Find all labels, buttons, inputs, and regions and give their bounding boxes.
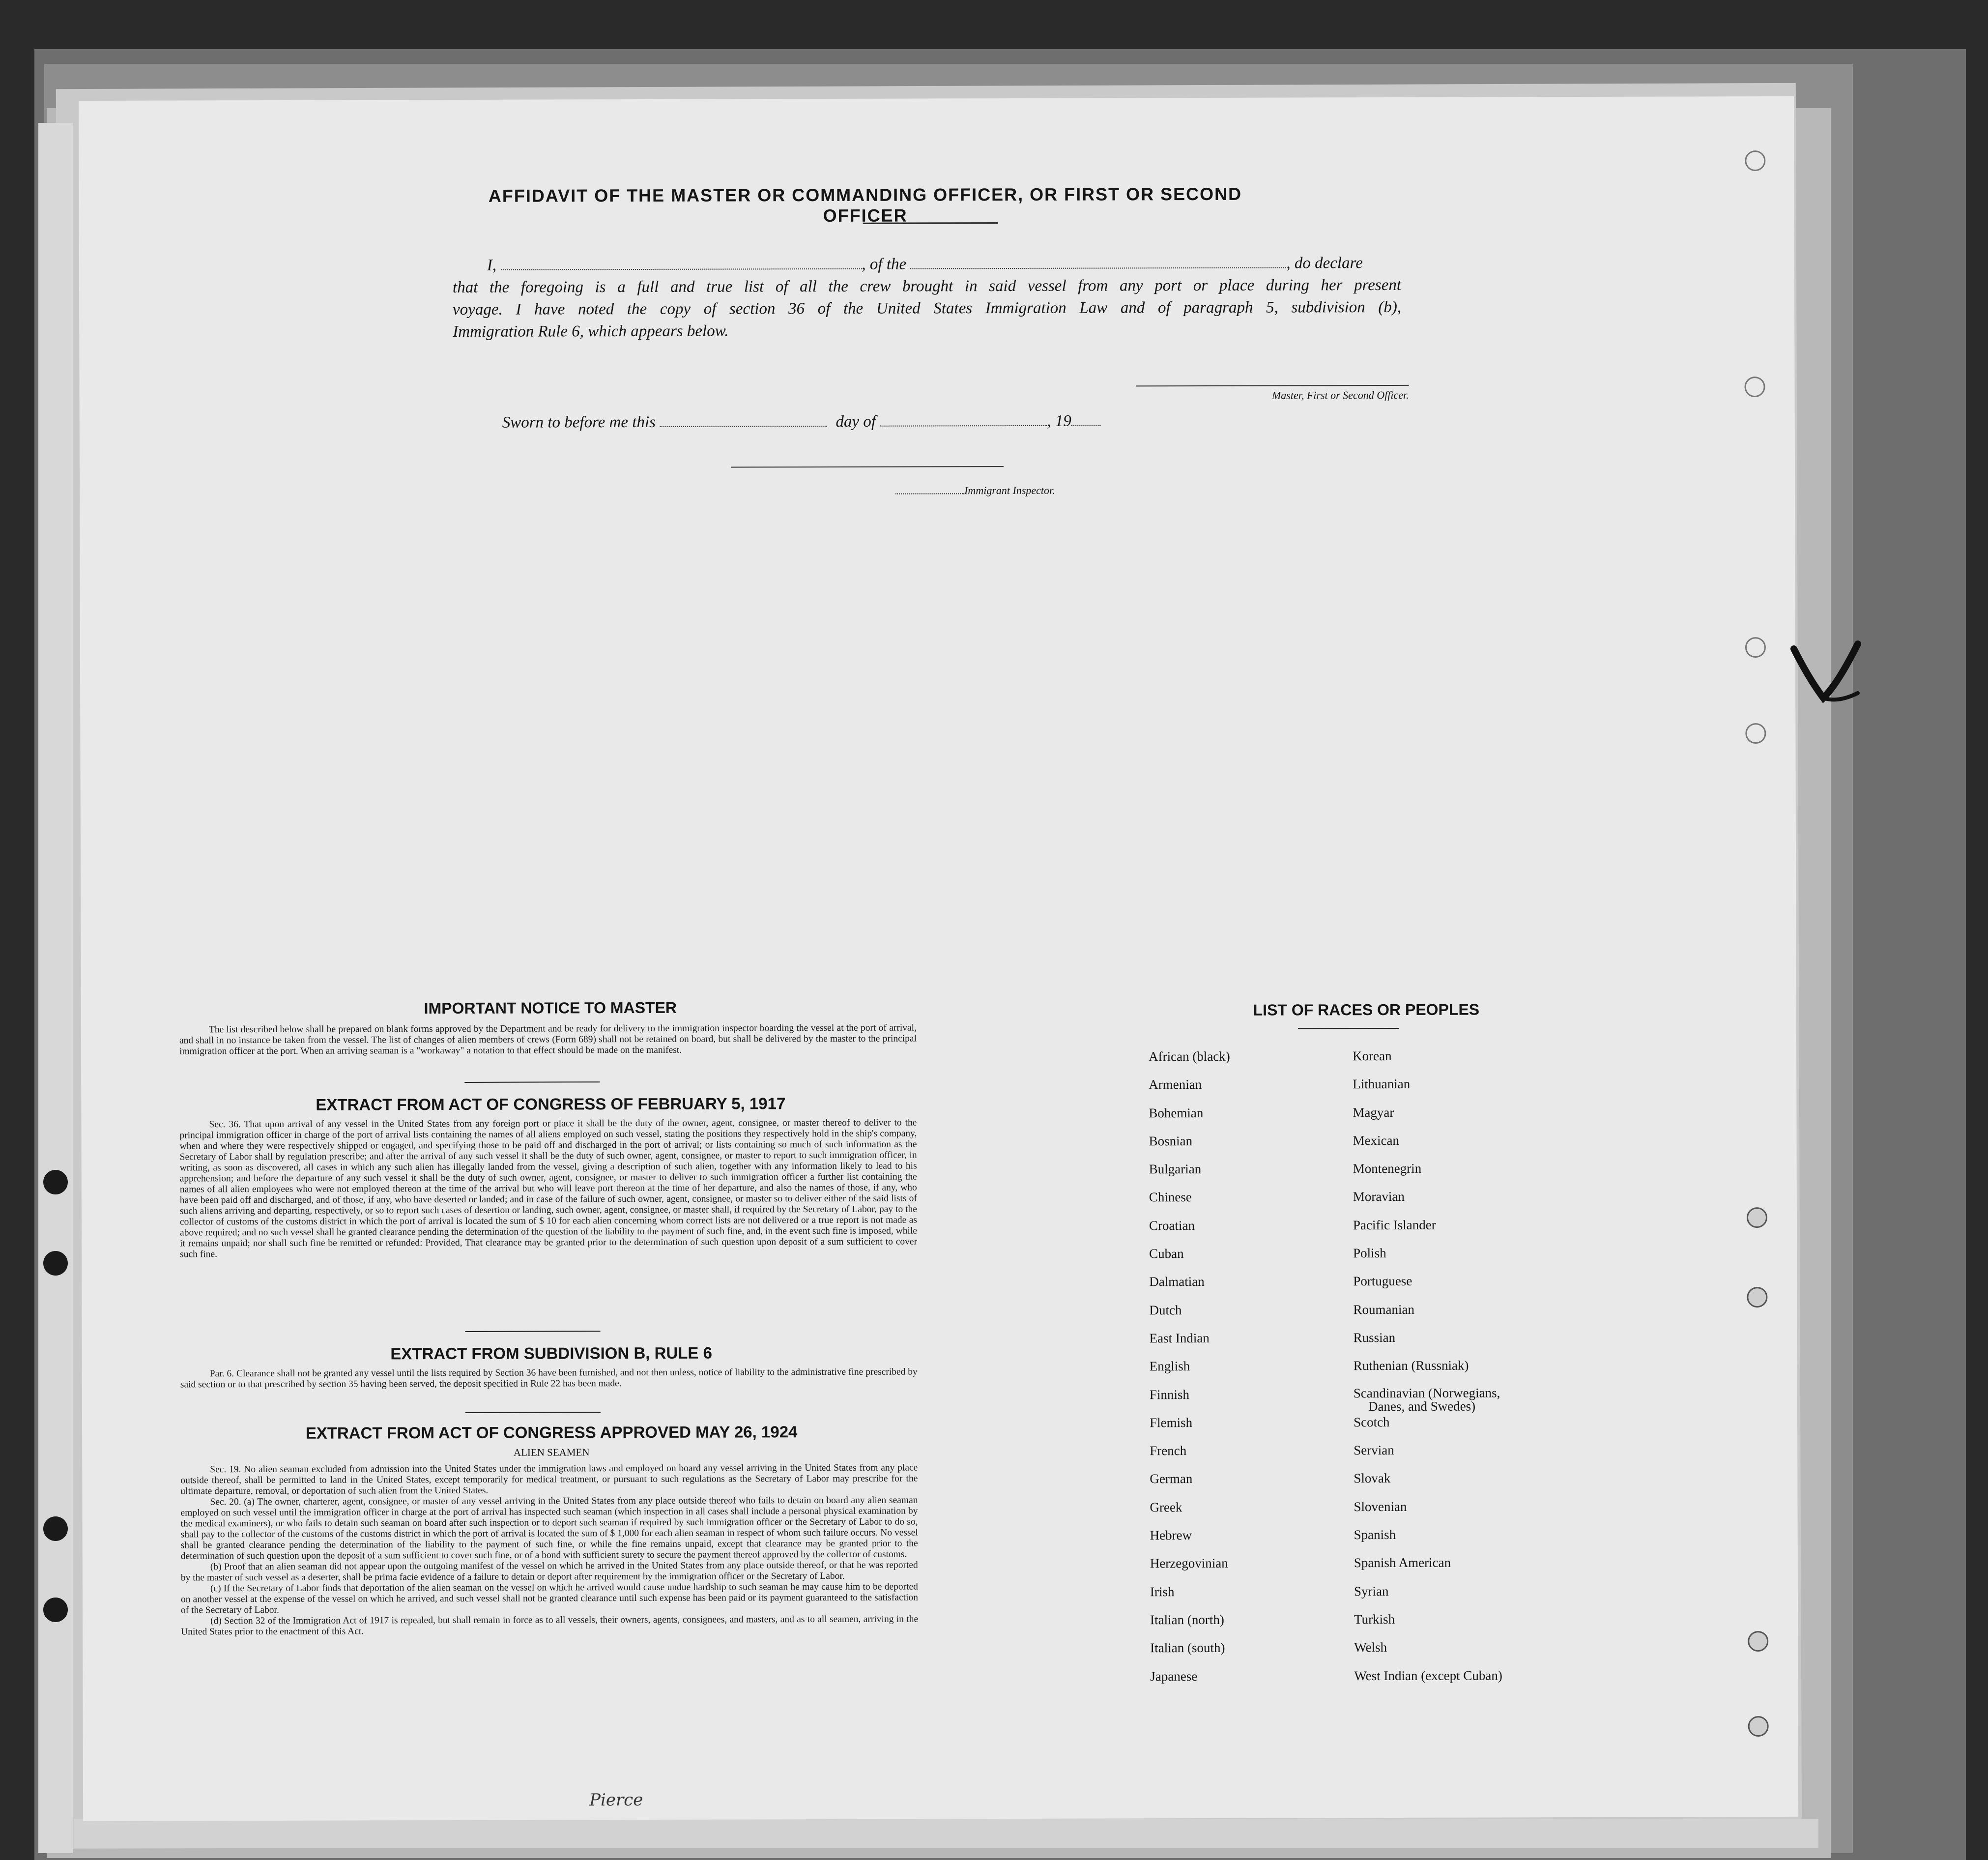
inspector-dotline xyxy=(895,492,964,494)
race-item: Montenegrin xyxy=(1353,1161,1422,1176)
sworn-text: Sworn to before me this xyxy=(502,413,656,432)
race-item: Italian (north) xyxy=(1150,1612,1224,1628)
race-item: Flemish xyxy=(1150,1415,1193,1430)
affidavit-i: I, xyxy=(487,256,497,274)
race-item: Syrian xyxy=(1354,1583,1389,1598)
inspector-signature-line xyxy=(731,466,1004,467)
affidavit-title: AFFIDAVIT OF THE MASTER OR COMMANDING OFFICER, OR FIRST OR SECOND OFFICER xyxy=(488,183,1242,226)
sec-20a-text: Sec. 20. (a) The owner, charterer, agent, consignee, or master of any vessel arriving in the United States from any place outside thereof who fails to detain on board any alien seaman employed on such vessel until the immigration officer in charge at the port of arrival has inspected such seaman (which inspection in all cases shall include a personal physical examination by the medical examiners), or who fails to detain such seaman on board after such inspection or to deport such seaman if required by such immigration officer or the Secretary of Labor to do so, shall pay to the collector of the customs of the customs district in which the port of arrival is located the sum of $ 1,000 for each alien seaman in respect of whom such failure occurs. No vessel shall be granted clearance pending the determination of the liability to the payment of such fine, or while the fine remains unpaid, except that clearance may be granted prior to the determination of such question upon the deposit of a sum sufficient to cover such fine, or of a bond with sufficient surety to secure the payment thereof approved by the collector of customs. xyxy=(180,1495,918,1562)
races-divider xyxy=(1298,1028,1399,1029)
race-item: Mexican xyxy=(1353,1133,1400,1148)
race-item: East Indian xyxy=(1149,1330,1210,1346)
race-item: Slovak xyxy=(1354,1471,1391,1486)
divider xyxy=(465,1331,601,1332)
race-item: Hebrew xyxy=(1150,1528,1192,1543)
race-item: Irish xyxy=(1150,1584,1175,1599)
race-item: Korean xyxy=(1353,1048,1392,1064)
race-item: Cuban xyxy=(1149,1246,1184,1261)
punch-hole xyxy=(43,1251,68,1276)
race-item: Roumanian xyxy=(1353,1302,1414,1317)
year-blank xyxy=(1071,424,1101,426)
day-of-text: day of xyxy=(836,412,876,431)
punch-hole xyxy=(1745,637,1766,658)
races-right-column xyxy=(1353,1048,1590,1696)
sec-20d-text: (d) Section 32 of the Immigration Act of 1917 is repealed, but shall remain in force as to all vessels, their owners, agents, consignees, and masters, and as to all seamen, arriving in the United States prior to the enactment of this Act. xyxy=(181,1614,919,1637)
extract-1917-text: Sec. 36. That upon arrival of any vessel in the United States from any foreign port or place it shall be the duty of the owner, agent, consignee, or master thereof to deliver to the principal immigration officer in charge of the port of arrival lists containing the names of all aliens employed on such vessel, stating the positions they respectively hold in the ship's company, when and where they were respectively shipped or engaged, and specifying those to be paid off and discharged in the port of arrival; or lists containing so much of such information as the Secretary of Labor shall by regulation prescribe; and after the arrival of any such vessel it shall be the duty of such owner, agent, consignee, or master to report to such immigration officer, in writing, as soon as discovered, all cases in which any such alien has illegally landed from the vessel, giving a description of such alien, together with any information likely to lead to his apprehension; and before the departure of any such vessel it shall be the duty of such owner, agent, consignee, or master to deliver to such immigration officer a further list containing the names of all alien employees who were not employed thereon at the time of the arrival but who will leave port thereon at the time of her departure, and also the names of those, if any, who have been paid off and discharged, and of those, if any, who have deserted or landed; and in case of the failure of such owner, agent, consignee, or master so to deliver either of the said lists of such aliens arriving and departing, respectively, or so to report such cases of desertion or landing, such owner, agent, consignee, or master shall, if required by the Secretary of Labor, pay to the collector of customs of the customs district in which the port of arrival is located the sum of $ 10 for each alien concerning whom correct lists are not delivered or a true report is not made as above required; and no such vessel shall be granted clearance pending the determination of the question of the liability to the payment of such fine, and, in the event such fine is imposed, while it remains unpaid; nor shall such fine be remitted or refunded: Provided, That clearance may be granted prior to the determination of such question upon deposit of a sum sufficient to cover such fine. xyxy=(179,1117,918,1260)
extract-1917-title: EXTRACT FROM ACT OF CONGRESS OF FEBRUARY 5, 1917 xyxy=(316,1094,786,1114)
manifest-page xyxy=(79,96,1798,1821)
punch-hole xyxy=(1744,377,1765,397)
sec-19-text: Sec. 19. No alien seaman excluded from admission into the United States under the immigration laws and employed on board any vessel arriving in the United States from any place outside thereof, shall be permitted to land in the United States, except temporarily for medical treatment, or pursuant to such regulations as the Secretary of Labor may prescribe for the ultimate departure, removal, or deportation of such alien from the United States. xyxy=(180,1462,918,1497)
race-item: English xyxy=(1149,1359,1190,1374)
race-item: Ruthenian (Russniak) xyxy=(1353,1358,1469,1373)
name-blank xyxy=(500,267,862,270)
race-item: Armenian xyxy=(1149,1077,1202,1092)
race-item: Spanish xyxy=(1354,1527,1396,1542)
race-item: African (black) xyxy=(1149,1048,1230,1064)
of-the-text: , of the xyxy=(862,255,907,273)
races-title: LIST OF RACES OR PEOPLES xyxy=(1253,1000,1480,1019)
race-item: Herzegovinian xyxy=(1150,1556,1228,1571)
master-signature-line xyxy=(1136,385,1409,386)
extract-1924-title: EXTRACT FROM ACT OF CONGRESS APPROVED MAY 26, 1924 xyxy=(305,1423,798,1442)
punch-hole xyxy=(1747,1287,1767,1308)
sworn-month-blank xyxy=(880,424,1047,427)
race-item: Croatian xyxy=(1149,1218,1195,1233)
year-prefix: , 19 xyxy=(1047,412,1071,430)
race-item: Bohemian xyxy=(1149,1105,1204,1120)
race-item: German xyxy=(1150,1471,1193,1486)
rule6-text: Par. 6. Clearance shall not be granted any vessel until the lists required by Section 36 have been furnished, and not then unless, notice of liability to the administrative fine prescribed by said section or to that prescribed by section 35 having been served, the deposit specified in Rule 22 has been made. xyxy=(180,1366,918,1390)
inspector-caption-text: Immigrant Inspector. xyxy=(964,484,1055,497)
alien-seamen-subtitle: ALIEN SEAMEN xyxy=(513,1446,590,1458)
extract-1924-body xyxy=(180,1463,918,1638)
affidavit-line-4: Immigration Rule 6, which appears below. xyxy=(453,322,729,341)
race-item: Welsh xyxy=(1354,1640,1387,1655)
race-item: Russian xyxy=(1353,1330,1396,1345)
affidavit-body xyxy=(453,252,1401,343)
sworn-line xyxy=(502,410,1101,434)
affidavit-line-3: voyage. I have noted the copy of section 36 of the United States Immigration Law and of paragraph 5, subdivision (b), xyxy=(453,298,1402,319)
punch-hole xyxy=(43,1516,68,1541)
punch-hole xyxy=(1747,1207,1767,1228)
notice-title: IMPORTANT NOTICE TO MASTER xyxy=(424,998,677,1017)
race-item: Magyar xyxy=(1353,1104,1394,1120)
divider xyxy=(464,1081,600,1083)
sec-20b-text: (b) Proof that an alien seaman did not appear upon the outgoing manifest of the vessel on which he arrived in the United States from any place outside thereof, or that he was reported by the master of such vessel as a deserter, shall be prima facie evidence of a failure to detain or deport after requirement by the immigration officer or the Secretary of Labor. xyxy=(180,1560,918,1583)
race-item: Finnish xyxy=(1149,1387,1189,1402)
race-item: Pacific Islander xyxy=(1353,1217,1436,1233)
race-scandinavian: Scandinavian (Norwegians, xyxy=(1353,1385,1500,1400)
punch-hole xyxy=(1748,1631,1768,1652)
race-item: Italian (south) xyxy=(1150,1640,1225,1656)
notice-text: The list described below shall be prepared on blank forms approved by the Department and be ready for delivery to the immigration inspector boarding the vessel at the port of arrival, and shall in no instance be taken from the vessel. The list of changes of alien members of crews (Form 689) shall not be retained on board, but shall be delivered by the master to the principal immigration officer at the port. When an arriving seaman is a "workaway" a notation to that effect should be made on the manifest. xyxy=(179,1022,917,1057)
race-item: Polish xyxy=(1353,1246,1386,1261)
bottom-page-edges xyxy=(74,1819,1818,1848)
punch-hole xyxy=(1748,1716,1769,1737)
rule6-title: EXTRACT FROM SUBDIVISION B, RULE 6 xyxy=(390,1343,712,1363)
punch-hole xyxy=(1745,723,1766,744)
race-item: Japanese xyxy=(1150,1668,1198,1684)
punch-hole xyxy=(43,1170,68,1194)
race-item: Servian xyxy=(1354,1443,1394,1458)
race-scandinavian-cont: Danes, and Swedes) xyxy=(1368,1398,1476,1414)
race-item: Bosnian xyxy=(1149,1133,1193,1149)
page-edges xyxy=(38,123,73,1853)
race-item: Greek xyxy=(1150,1499,1182,1515)
race-item: Dalmatian xyxy=(1149,1274,1205,1289)
handwritten-note: Pierce xyxy=(589,1790,643,1810)
master-caption: Master, First or Second Officer. xyxy=(1271,388,1409,402)
divider xyxy=(465,1412,601,1413)
race-item: Chinese xyxy=(1149,1190,1192,1205)
punch-hole xyxy=(43,1598,68,1622)
vessel-blank xyxy=(910,266,1286,269)
sec-20c-text: (c) If the Secretary of Labor finds that deportation of the alien seaman on the vessel on which he arrived would cause undue hardship to such seaman he may cause him to be deported on another vessel at the expense of the vessel on which he arrived, and such vessel shall not be granted clearance until such expense has been paid or its payment guaranteed to the satisfaction of the Secretary of Labor. xyxy=(180,1581,919,1616)
race-item: Turkish xyxy=(1354,1611,1395,1627)
punch-hole xyxy=(1745,150,1765,171)
races-left-column xyxy=(1149,1048,1347,1697)
check-mark-icon xyxy=(1789,624,1863,713)
affidavit-line-2: that the foregoing is a full and true list of all the crew brought in said vessel from any port or place during her present xyxy=(452,276,1402,297)
sworn-day-blank xyxy=(660,425,827,427)
race-item: Lithuanian xyxy=(1353,1076,1411,1092)
declare-text: , do declare xyxy=(1286,254,1363,272)
inspector-caption xyxy=(895,484,1055,497)
race-item: French xyxy=(1150,1443,1187,1458)
race-item: Spanish American xyxy=(1354,1555,1451,1570)
race-item: Slovenian xyxy=(1354,1499,1407,1514)
race-item: West Indian (except Cuban) xyxy=(1354,1667,1502,1683)
race-item xyxy=(1354,1386,1589,1415)
race-item: Portuguese xyxy=(1353,1274,1412,1289)
race-item: Bulgarian xyxy=(1149,1162,1202,1177)
race-item: Scotch xyxy=(1354,1414,1390,1430)
race-item: Moravian xyxy=(1353,1189,1405,1204)
race-item: Dutch xyxy=(1149,1302,1182,1317)
